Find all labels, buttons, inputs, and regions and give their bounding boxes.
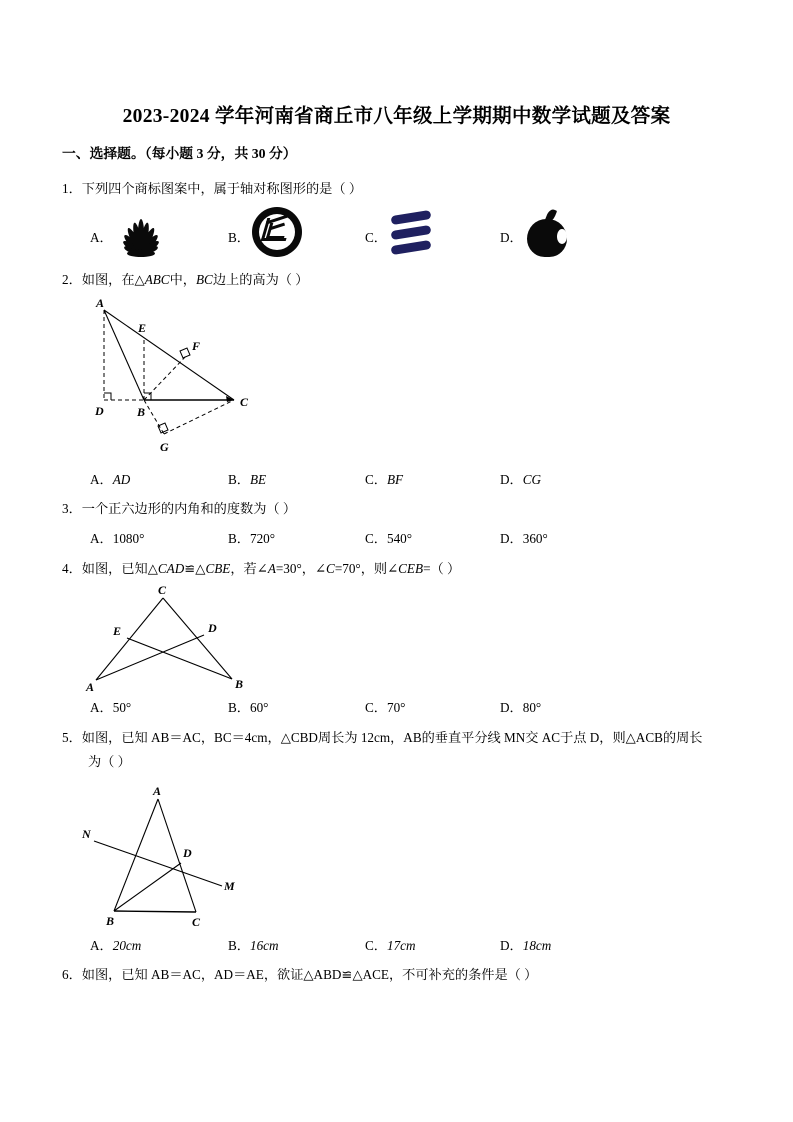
q3-option-b-value: 720° (249, 531, 276, 546)
q5-option-c[interactable] (365, 935, 416, 954)
q4-option-b-value: 60° (249, 700, 269, 715)
q4-option-a-label: A． (90, 700, 113, 715)
q2-stem-p2: 中， (169, 272, 196, 287)
q2-label-C: C (240, 395, 249, 409)
question-2-figure (82, 296, 272, 461)
q4-label-C: C (158, 583, 167, 597)
q3-option-a[interactable] (90, 528, 144, 547)
q2-option-b-label: B． (228, 472, 250, 487)
question-4-stem (62, 560, 460, 577)
q4-option-b-label: B． (228, 700, 250, 715)
q4-stem-p8: =70°，则∠ (334, 561, 399, 576)
q4-stem-p6: =30°，∠ (275, 561, 327, 576)
q4-label-B: B (235, 677, 244, 691)
choice-c-label: C． (365, 230, 387, 245)
q4-option-d[interactable] (500, 697, 541, 716)
question-5-stem-line1: 5．如图，已知 AB＝AC，BC＝4cm，△CBD周长为 12cm，AB的垂直平分线 MN交 AC于点 D，则△ACB的周长 (62, 730, 703, 745)
choice-d-label: D． (500, 230, 523, 245)
question-6-stem: 6．如图，已知 AB＝AC，AD＝AE，欲证△ABD≌△ACE，不可补充的条件是（ ） (62, 967, 538, 982)
q5-option-a-value: 20cm (112, 938, 142, 953)
q2-option-d-label: D． (500, 472, 523, 487)
huawei-base (127, 250, 155, 257)
apple-logo (524, 205, 578, 259)
question-5-figure (80, 783, 240, 928)
question-2-stem (62, 271, 308, 288)
q3-option-b-label: B． (228, 531, 250, 546)
q5-label-M: M (224, 879, 235, 893)
q4-option-b[interactable] (228, 697, 268, 716)
q4-stem-p4: ，若∠ (230, 561, 268, 576)
q4-stem-p0: 4．如图，已知△ (62, 561, 158, 576)
q4-option-a-value: 50° (112, 700, 132, 715)
q3-option-a-label: A． (90, 531, 113, 546)
q5-option-d-label: D． (500, 938, 523, 953)
q2-label-G: G (160, 440, 169, 454)
q3-option-d-label: D． (500, 531, 523, 546)
q3-option-c[interactable] (365, 528, 412, 547)
ericsson-bar (391, 240, 432, 255)
q3-option-c-label: C． (365, 531, 387, 546)
question-2-options (62, 469, 732, 487)
question-5-options (62, 935, 732, 953)
q4-stem-p7: C (326, 561, 335, 576)
q4-option-c[interactable] (365, 697, 405, 716)
q5-option-c-value: 17cm (386, 938, 416, 953)
q2-option-a-label: A． (90, 472, 113, 487)
q3-option-c-value: 540° (386, 531, 413, 546)
q2-option-b[interactable] (228, 469, 266, 488)
q4-stem-p1: CAD (157, 561, 185, 576)
question-1-stem: 1．下列四个商标图案中，属于轴对称图形的是（ ） (62, 181, 363, 196)
q2-stem-p3: BC (195, 272, 213, 287)
question-5-stem-line2: 为（ ） (88, 754, 131, 769)
q5-option-a-label: A． (90, 938, 113, 953)
q5-label-B: B (106, 914, 115, 928)
q4-stem-p2: ≌△ (184, 561, 206, 576)
ericsson-logo (389, 205, 443, 259)
question-4-figure (80, 583, 250, 693)
q4-stem-p5: A (267, 561, 276, 576)
q2-option-a[interactable] (90, 469, 130, 488)
q2-label-E: E (138, 321, 147, 335)
q2-label-F: F (192, 339, 201, 353)
q4-option-c-value: 70° (386, 700, 406, 715)
question-3-options (62, 528, 732, 546)
q2-option-a-value: AD (112, 472, 131, 487)
huawei-logo (114, 205, 168, 259)
q5-option-a[interactable] (90, 935, 141, 954)
q2-stem-p1: ABC (144, 272, 170, 287)
q5-label-C: C (192, 915, 201, 928)
q3-option-d[interactable] (500, 528, 548, 547)
q3-option-d-value: 360° (522, 531, 548, 546)
question-4-options (62, 697, 732, 715)
section-heading: 一、选择题。（每小题 3 分，共 30 分） (62, 146, 297, 161)
ericsson-bar (391, 225, 432, 240)
q5-option-d-value: 18cm (522, 938, 552, 953)
q2-option-c-value: BF (386, 472, 404, 487)
q4-label-D: D (208, 621, 217, 635)
q4-option-a[interactable] (90, 697, 131, 716)
question-1-logo-row (62, 205, 732, 263)
q2-option-c-label: C． (365, 472, 387, 487)
q3-option-b[interactable] (228, 528, 275, 547)
ericsson-bar (391, 210, 432, 225)
choice-b-label: B． (228, 230, 250, 245)
china-mobile-logo (252, 205, 306, 259)
q2-stem-p0: 2．如图，在△ (62, 272, 145, 287)
q2-stem-p4: 边上的高为（ ） (212, 272, 309, 287)
q5-option-d[interactable] (500, 935, 551, 954)
q4-label-E: E (113, 624, 122, 638)
q2-label-A: A (96, 296, 105, 310)
q4-option-d-label: D． (500, 700, 523, 715)
q2-label-D: D (95, 404, 104, 418)
q5-option-b-label: B． (228, 938, 250, 953)
q4-stem-p3: CBE (205, 561, 231, 576)
q5-option-c-label: C． (365, 938, 387, 953)
page-title: 2023-2024 学年河南省商丘市八年级上学期期中数学试题及答案 (122, 106, 671, 127)
question-3-stem: 3．一个正六边形的内角和的度数为（ ） (62, 501, 297, 516)
q4-label-A: A (86, 680, 95, 693)
q2-option-d-value: CG (522, 472, 542, 487)
q5-option-b-value: 16cm (249, 938, 279, 953)
q2-option-c[interactable] (365, 469, 403, 488)
choice-a-label: A． (90, 230, 113, 245)
q3-option-a-value: 1080° (112, 531, 145, 546)
q2-option-d[interactable] (500, 469, 541, 488)
q5-label-D: D (183, 846, 192, 860)
q5-option-b[interactable] (228, 935, 279, 954)
q4-option-c-label: C． (365, 700, 387, 715)
q5-label-A: A (153, 784, 162, 798)
q4-option-d-value: 80° (522, 700, 542, 715)
q5-label-N: N (82, 827, 91, 841)
q4-stem-p10: =（ ） (423, 561, 461, 576)
q4-stem-p9: CEB (398, 561, 424, 576)
q2-option-b-value: BE (249, 472, 267, 487)
q2-label-B: B (137, 405, 146, 419)
